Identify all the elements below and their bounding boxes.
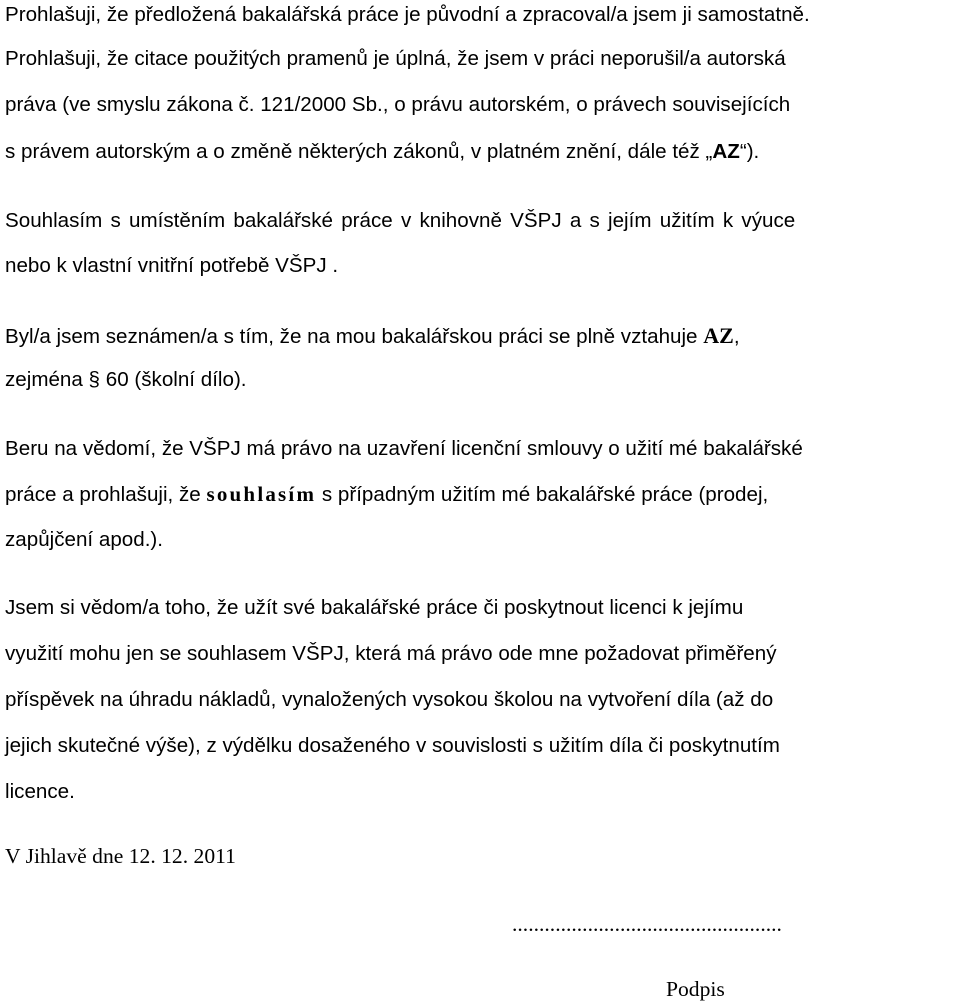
- text-line: licence.: [5, 780, 75, 803]
- text-span: ,: [733, 325, 740, 348]
- text-span: “).: [739, 140, 760, 163]
- text-line: Beru na vědomí, že VŠPJ má právo na uzavření licenční smlouvy o užití mé bakalářské: [5, 437, 803, 460]
- az-abbreviation: AZ: [712, 140, 740, 163]
- place-date: V Jihlavě dne 12. 12. 2011: [5, 844, 236, 868]
- text-line: příspěvek na úhradu nákladů, vynaložených vysokou školou na vytvoření díla (až do: [5, 688, 774, 711]
- text-line: práva (ve smyslu zákona č. 121/2000 Sb., o právu autorském, o právech souvisejících: [5, 93, 791, 116]
- text-line: [5, 140, 759, 164]
- text-line: Prohlašuji, že citace použitých pramenů je úplná, že jsem v práci neporušil/a autorská: [5, 47, 786, 70]
- signature-label: Podpis: [666, 977, 725, 1001]
- text-line: jejich skutečné výše), z výdělku dosaženého v souvislosti s užitím díla či poskytnutím: [5, 734, 780, 757]
- text-span: s případným užitím mé bakalářské práce (prodej,: [316, 483, 769, 506]
- text-line: zapůjčení apod.).: [5, 528, 163, 551]
- text-line: zejména § 60 (školní dílo).: [5, 368, 247, 391]
- signature-line: ..................................................: [512, 912, 782, 936]
- text-span: práce a prohlašuji, že: [5, 483, 207, 506]
- text-line: Jsem si vědom/a toho, že užít své bakalářské práce či poskytnout licenci k jejímu: [5, 596, 744, 619]
- consent-word: souhlasím: [206, 482, 317, 506]
- text-span: s právem autorským a o změně některých zákonů, v platném znění, dále též „: [5, 140, 713, 163]
- text-line: [5, 482, 768, 507]
- text-span: Byl/a jsem seznámen/a s tím, že na mou bakalářskou práci se plně vztahuje: [5, 325, 704, 348]
- text-line: Prohlašuji, že předložená bakalářská práce je původní a zpracoval/a jsem ji samostatně.: [5, 3, 810, 26]
- text-line: [5, 323, 740, 349]
- text-line: využití mohu jen se souhlasem VŠPJ, která má právo ode mne požadovat přiměřený: [5, 642, 777, 665]
- az-abbreviation: AZ: [703, 323, 734, 348]
- text-line: nebo k vlastní vnitřní potřebě VŠPJ .: [5, 254, 339, 277]
- text-line: Souhlasím s umístěním bakalářské práce v knihovně VŠPJ a s jejím užitím k výuce: [5, 209, 796, 232]
